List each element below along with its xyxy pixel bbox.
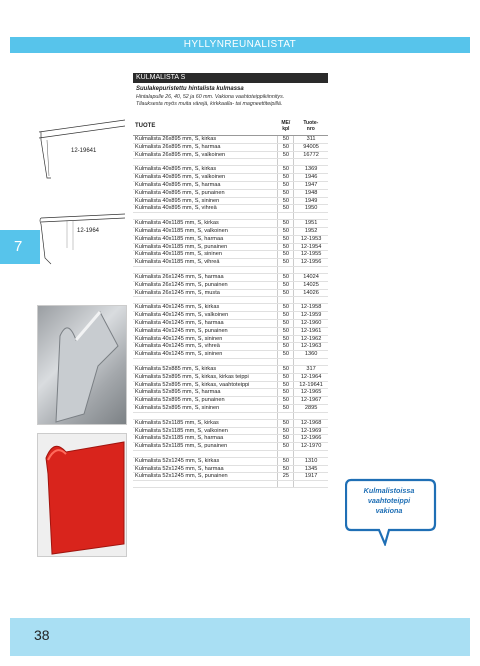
empty-cell: [278, 481, 294, 488]
code-cell: 1947: [294, 181, 328, 189]
table-row: [133, 251, 328, 259]
table-row: [133, 304, 328, 312]
table-body: [133, 136, 328, 488]
product-cell: Kulmalista 26x1245 mm, S, musta: [133, 289, 278, 297]
product-cell: Kulmalista 40x1185 mm, S, valkoinen: [133, 227, 278, 235]
empty-cell: [278, 213, 294, 220]
qty-cell: 50: [278, 389, 294, 397]
code-cell: 1948: [294, 189, 328, 197]
product-cell: Kulmalista 40x1245 mm, S, harmaa: [133, 319, 278, 327]
table-row: [133, 373, 328, 381]
table-row: [133, 220, 328, 228]
empty-cell: [294, 159, 328, 166]
product-cell: Kulmalista 40x1185 mm, S, vihreä: [133, 259, 278, 267]
callout-text: [350, 486, 428, 516]
qty-cell: 50: [278, 327, 294, 335]
table-row: [133, 235, 328, 243]
table-spacer-row: [133, 358, 328, 365]
table-row: [133, 397, 328, 405]
table-row: [133, 404, 328, 412]
qty-cell: 50: [278, 419, 294, 427]
qty-cell: 50: [278, 273, 294, 281]
table-row: [133, 181, 328, 189]
qty-cell: 50: [278, 227, 294, 235]
qty-cell: 50: [278, 243, 294, 251]
product-cell: Kulmalista 26x1245 mm, S, harmaa: [133, 273, 278, 281]
rail-drawing-1: [37, 118, 127, 178]
table-row: [133, 419, 328, 427]
product-cell: Kulmalista 52x1245 mm, S, harmaa: [133, 465, 278, 473]
code-cell: 12-1960: [294, 319, 328, 327]
page-header: HYLLYNREUNALISTAT: [10, 37, 470, 53]
empty-cell: [133, 213, 278, 220]
qty-cell: 50: [278, 304, 294, 312]
table-row: [133, 343, 328, 351]
empty-cell: [133, 481, 278, 488]
qty-cell: 50: [278, 189, 294, 197]
table-row: [133, 243, 328, 251]
product-cell: Kulmalista 40x1245 mm, S, sininen: [133, 351, 278, 359]
code-cell: 12-1955: [294, 251, 328, 259]
table-row: [133, 281, 328, 289]
table-row: [133, 197, 328, 205]
table-row: [133, 151, 328, 159]
code-cell: 1952: [294, 227, 328, 235]
qty-cell: 50: [278, 312, 294, 320]
product-cell: Kulmalista 40x895 mm, S, harmaa: [133, 181, 278, 189]
code-cell: 1950: [294, 205, 328, 213]
table-row: [133, 389, 328, 397]
code-cell: 12-1969: [294, 427, 328, 435]
product-cell: Kulmalista 40x1245 mm, S, valkoinen: [133, 312, 278, 320]
code-cell: 14025: [294, 281, 328, 289]
product-cell: Kulmalista 52x1245 mm, S, punainen: [133, 473, 278, 481]
product-cell: Kulmalista 52x895 mm, S, punainen: [133, 397, 278, 405]
table-row: [133, 327, 328, 335]
header-product: TUOTE: [133, 117, 278, 136]
table-row: [133, 143, 328, 151]
callout-line: vaahtoteippi: [367, 496, 411, 505]
code-cell: 1951: [294, 220, 328, 228]
page-number: 38: [34, 627, 50, 643]
callout-line: Kulmalistoissa: [363, 486, 415, 495]
code-cell: 12-1967: [294, 397, 328, 405]
code-cell: 12-1962: [294, 335, 328, 343]
header-code-line: Tuote-: [303, 120, 319, 126]
empty-cell: [294, 213, 328, 220]
qty-cell: 50: [278, 136, 294, 144]
empty-cell: [133, 266, 278, 273]
product-cell: Kulmalista 26x1245 mm, S, punainen: [133, 281, 278, 289]
chapter-tab: 7: [0, 230, 40, 264]
table-row: [133, 319, 328, 327]
header-qty-line: ME/: [281, 120, 291, 126]
qty-cell: 50: [278, 343, 294, 351]
table-row: [133, 365, 328, 373]
empty-cell: [278, 450, 294, 457]
code-cell: 1949: [294, 197, 328, 205]
page-footer: [10, 618, 470, 656]
qty-cell: 50: [278, 397, 294, 405]
code-cell: 12-1959: [294, 312, 328, 320]
table-spacer-row: [133, 159, 328, 166]
rail-line-drawing-icon: [37, 208, 127, 278]
qty-cell: 50: [278, 443, 294, 451]
code-cell: 12-1968: [294, 419, 328, 427]
code-cell: 12-1954: [294, 243, 328, 251]
product-cell: Kulmalista 26x895 mm, S, harmaa: [133, 143, 278, 151]
qty-cell: 50: [278, 181, 294, 189]
table-row: [133, 136, 328, 144]
table-row: [133, 312, 328, 320]
empty-cell: [278, 412, 294, 419]
qty-cell: 50: [278, 281, 294, 289]
product-cell: Kulmalista 26x895 mm, S, kirkas: [133, 136, 278, 144]
qty-cell: 50: [278, 435, 294, 443]
empty-cell: [133, 358, 278, 365]
table-spacer-row: [133, 450, 328, 457]
product-cell: Kulmalista 40x895 mm, S, valkoinen: [133, 174, 278, 182]
header-qty-line: kpl: [282, 126, 290, 132]
qty-cell: 50: [278, 220, 294, 228]
red-rail-icon: [38, 434, 126, 556]
rail-drawing-2: [37, 208, 127, 268]
table-row: [133, 289, 328, 297]
product-cell: Kulmalista 52x895 mm, S, harmaa: [133, 389, 278, 397]
product-cell: Kulmalista 52x895 mm, S, sininen: [133, 404, 278, 412]
product-cell: Kulmalista 40x1245 mm, S, punainen: [133, 327, 278, 335]
table-row: [133, 205, 328, 213]
code-cell: 12-1963: [294, 343, 328, 351]
red-rail-photo: [37, 433, 127, 557]
code-cell: 14024: [294, 273, 328, 281]
header-code: [294, 117, 328, 136]
table-row: [133, 166, 328, 174]
table-row: [133, 443, 328, 451]
table-spacer-row: [133, 213, 328, 220]
product-cell: Kulmalista 40x1185 mm, S, harmaa: [133, 235, 278, 243]
empty-cell: [278, 159, 294, 166]
section-description: [136, 94, 336, 107]
code-cell: 12-1966: [294, 435, 328, 443]
product-table: [133, 117, 328, 488]
table-row: [133, 381, 328, 389]
product-cell: Kulmalista 40x1245 mm, S, sininen: [133, 335, 278, 343]
qty-cell: 50: [278, 457, 294, 465]
qty-cell: 50: [278, 235, 294, 243]
product-cell: Kulmalista 52x885 mm, S, kirkas: [133, 365, 278, 373]
qty-cell: 50: [278, 197, 294, 205]
section-title: KULMALISTA S: [133, 73, 328, 83]
empty-cell: [294, 297, 328, 304]
code-cell: 14026: [294, 289, 328, 297]
product-cell: Kulmalista 52x895 mm, S, kirkas, vaahtoteippi: [133, 381, 278, 389]
qty-cell: 50: [278, 151, 294, 159]
product-cell: Kulmalista 40x1245 mm, S, kirkas: [133, 304, 278, 312]
qty-cell: 50: [278, 143, 294, 151]
product-cell: Kulmalista 52x1245 mm, S, kirkas: [133, 457, 278, 465]
callout-bubble: [345, 478, 437, 546]
product-cell: Kulmalista 40x1185 mm, S, kirkas: [133, 220, 278, 228]
rail-code-label: 12-1964: [77, 228, 100, 234]
table-row: [133, 273, 328, 281]
table-row: [133, 435, 328, 443]
code-cell: 12-1956: [294, 259, 328, 267]
table-row: [133, 351, 328, 359]
code-cell: 12-1970: [294, 443, 328, 451]
qty-cell: 50: [278, 373, 294, 381]
table-spacer-row: [133, 266, 328, 273]
product-cell: Kulmalista 52x895 mm, S, kirkas, kirkas teippi: [133, 373, 278, 381]
empty-cell: [294, 481, 328, 488]
qty-cell: 50: [278, 205, 294, 213]
qty-cell: 50: [278, 404, 294, 412]
code-cell: 12-1961: [294, 327, 328, 335]
product-cell: Kulmalista 52x1185 mm, S, harmaa: [133, 435, 278, 443]
table-row: [133, 473, 328, 481]
empty-cell: [294, 266, 328, 273]
table-row: [133, 259, 328, 267]
description-line: Tilauksesta myös muita värejä, kirkkaalla- tai magneettiteipillä.: [136, 100, 283, 107]
product-cell: Kulmalista 52x1185 mm, S, punainen: [133, 443, 278, 451]
product-cell: Kulmalista 40x1185 mm, S, punainen: [133, 243, 278, 251]
code-cell: 12-19641: [294, 381, 328, 389]
qty-cell: 50: [278, 335, 294, 343]
table-row: [133, 189, 328, 197]
qty-cell: 50: [278, 289, 294, 297]
code-cell: 1917: [294, 473, 328, 481]
qty-cell: 50: [278, 251, 294, 259]
product-cell: Kulmalista 40x1245 mm, S, vihreä: [133, 343, 278, 351]
product-cell: Kulmalista 40x895 mm, S, kirkas: [133, 166, 278, 174]
qty-cell: 50: [278, 259, 294, 267]
silver-rail-icon: [38, 306, 126, 424]
code-cell: 1946: [294, 174, 328, 182]
rail-code-label: 12-19641: [71, 148, 97, 154]
empty-cell: [294, 412, 328, 419]
qty-cell: 50: [278, 174, 294, 182]
empty-cell: [133, 159, 278, 166]
qty-cell: 50: [278, 166, 294, 174]
code-cell: 1345: [294, 465, 328, 473]
code-cell: 317: [294, 365, 328, 373]
table-row: [133, 174, 328, 182]
code-cell: 16772: [294, 151, 328, 159]
code-cell: 12-1958: [294, 304, 328, 312]
product-cell: Kulmalista 40x895 mm, S, vihreä: [133, 205, 278, 213]
product-cell: Kulmalista 26x895 mm, S, valkoinen: [133, 151, 278, 159]
qty-cell: 50: [278, 427, 294, 435]
description-line: Hintalapulle 26, 40, 52 ja 60 mm. Vakiona vaahtoteippikiinnitys.: [136, 94, 285, 100]
qty-cell: 50: [278, 365, 294, 373]
qty-cell: 50: [278, 351, 294, 359]
table-header-row: [133, 117, 328, 136]
code-cell: 12-1965: [294, 389, 328, 397]
callout-line: vakiona: [375, 506, 403, 515]
empty-cell: [133, 297, 278, 304]
code-cell: 12-1964: [294, 373, 328, 381]
code-cell: 1369: [294, 166, 328, 174]
table-row: [133, 457, 328, 465]
table-row: [133, 427, 328, 435]
table-row: [133, 335, 328, 343]
empty-cell: [278, 297, 294, 304]
empty-cell: [278, 266, 294, 273]
qty-cell: 25: [278, 473, 294, 481]
empty-cell: [133, 450, 278, 457]
empty-cell: [133, 412, 278, 419]
empty-cell: [278, 358, 294, 365]
qty-cell: 50: [278, 381, 294, 389]
code-cell: 94005: [294, 143, 328, 151]
section-subtitle: Suulakepuristettu hintalista kulmassa: [136, 86, 244, 92]
product-cell: Kulmalista 52x1185 mm, S, kirkas: [133, 419, 278, 427]
product-cell: Kulmalista 52x1185 mm, S, valkoinen: [133, 427, 278, 435]
table-spacer-row: [133, 412, 328, 419]
qty-cell: 50: [278, 319, 294, 327]
code-cell: 311: [294, 136, 328, 144]
table-spacer-row: [133, 297, 328, 304]
header-qty: [278, 117, 294, 136]
product-cell: Kulmalista 40x895 mm, S, punainen: [133, 189, 278, 197]
table-row: [133, 465, 328, 473]
product-cell: Kulmalista 40x895 mm, S, sininen: [133, 197, 278, 205]
qty-cell: 50: [278, 465, 294, 473]
table-spacer-row: [133, 481, 328, 488]
code-cell: 2895: [294, 404, 328, 412]
silver-rail-photo: [37, 305, 127, 425]
empty-cell: [294, 450, 328, 457]
code-cell: 12-1953: [294, 235, 328, 243]
table-row: [133, 227, 328, 235]
empty-cell: [294, 358, 328, 365]
code-cell: 1360: [294, 351, 328, 359]
product-cell: Kulmalista 40x1185 mm, S, sininen: [133, 251, 278, 259]
code-cell: 1310: [294, 457, 328, 465]
header-code-line: nro: [306, 126, 315, 132]
